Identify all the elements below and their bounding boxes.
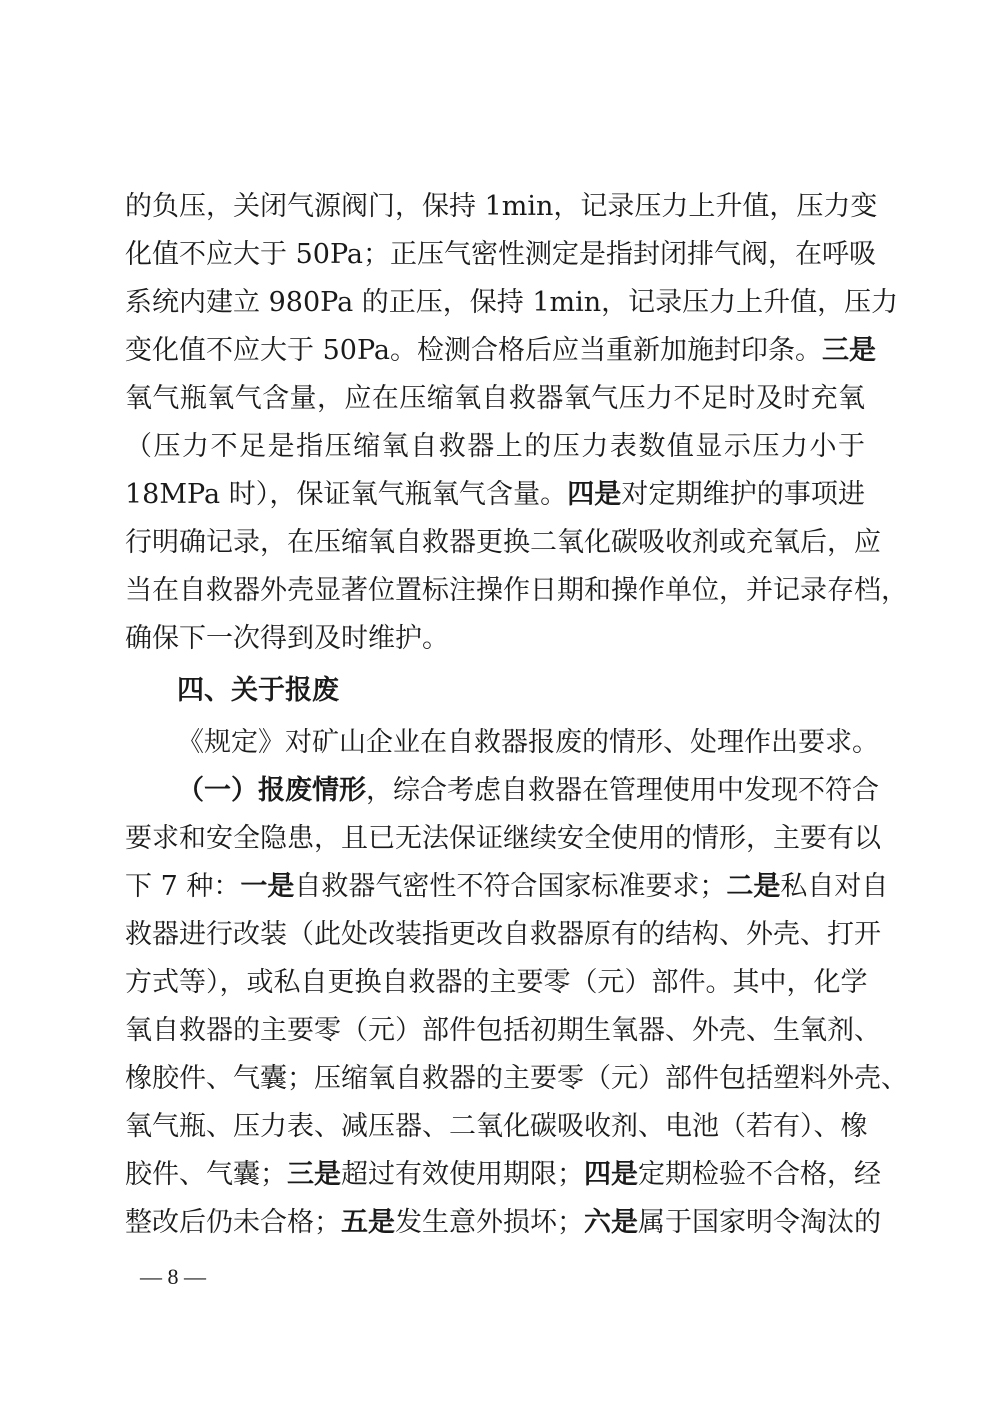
text-line: （一）报废情形，综合考虑自救器在管理使用中发现不符合 [177,775,879,806]
text-line: 的负压，关闭气源阀门，保持 1min，记录压力上升值，压力变 [125,191,878,222]
section-heading: 四、关于报废 [177,675,339,706]
text-line: 救器进行改装（此处改装指更改自救器原有的结构、外壳、打开 [125,919,881,950]
text-line: 氧气瓶氧气含量，应在压缩氧自救器氧气压力不足时及时充氧 [125,383,865,414]
emphasis-text: 二是 [726,871,781,902]
emphasis-text: 一是 [240,871,295,902]
text-line: 当在自救器外壳显著位置标注操作日期和操作单位，并记录存档， [125,575,908,606]
text-line: 确保下一次得到及时维护。 [125,623,449,654]
text-line: 化值不应大于 50Pa；正压气密性测定是指封闭排气阀，在呼吸 [125,239,876,270]
emphasis-text: 三是 [287,1159,341,1190]
text-line: 方式等），或私自更换自救器的主要零（元）部件。其中，化学 [125,967,868,998]
emphasis-text: 五是 [341,1207,395,1238]
text-line: 要求和安全隐患，且已无法保证继续安全使用的情形，主要有以 [125,823,881,854]
emphasis-text: 三是 [822,335,876,366]
page-number: — 8 — [140,1264,206,1289]
subheading-text: （一）报废情形 [177,775,366,806]
intro-paragraph: 《规定》对矿山企业在自救器报废的情形、处理作出要求。 [177,727,879,758]
text-line: 18MPa 时），保证氧气瓶氧气含量。四是对定期维护的事项进 [125,479,866,510]
text-line: 橡胶件、气囊；压缩氧自救器的主要零（元）部件包括塑料外壳、 [125,1063,908,1094]
text-line: 变化值不应大于 50Pa。检测合格后应当重新加施封印条。三是 [125,335,876,366]
text-line: 行明确记录，在压缩氧自救器更换二氧化碳吸收剂或充氧后，应 [125,527,881,558]
emphasis-text: 四是 [584,1159,638,1190]
text-line: 系统内建立 980Pa 的正压，保持 1min，记录压力上升值，压力 [125,287,899,318]
text-line: 胶件、气囊；三是超过有效使用期限；四是定期检验不合格，经 [125,1159,881,1190]
text-line: 氧气瓶、压力表、减压器、二氧化碳吸收剂、电池（若有）、橡 [125,1111,868,1142]
text-line: 下 7 种：一是自救器气密性不符合国家标准要求；二是私自对自 [125,871,889,902]
text-line: 整改后仍未合格；五是发生意外损坏；六是属于国家明令淘汰的 [125,1207,881,1238]
emphasis-text: 六是 [584,1207,638,1238]
text-line: （压力不足是指压缩氧自救器上的压力表数值显示压力小于 [125,431,865,462]
text-line: 氧自救器的主要零（元）部件包括初期生氧器、外壳、生氧剂、 [125,1015,881,1046]
emphasis-text: 四是 [567,479,622,510]
